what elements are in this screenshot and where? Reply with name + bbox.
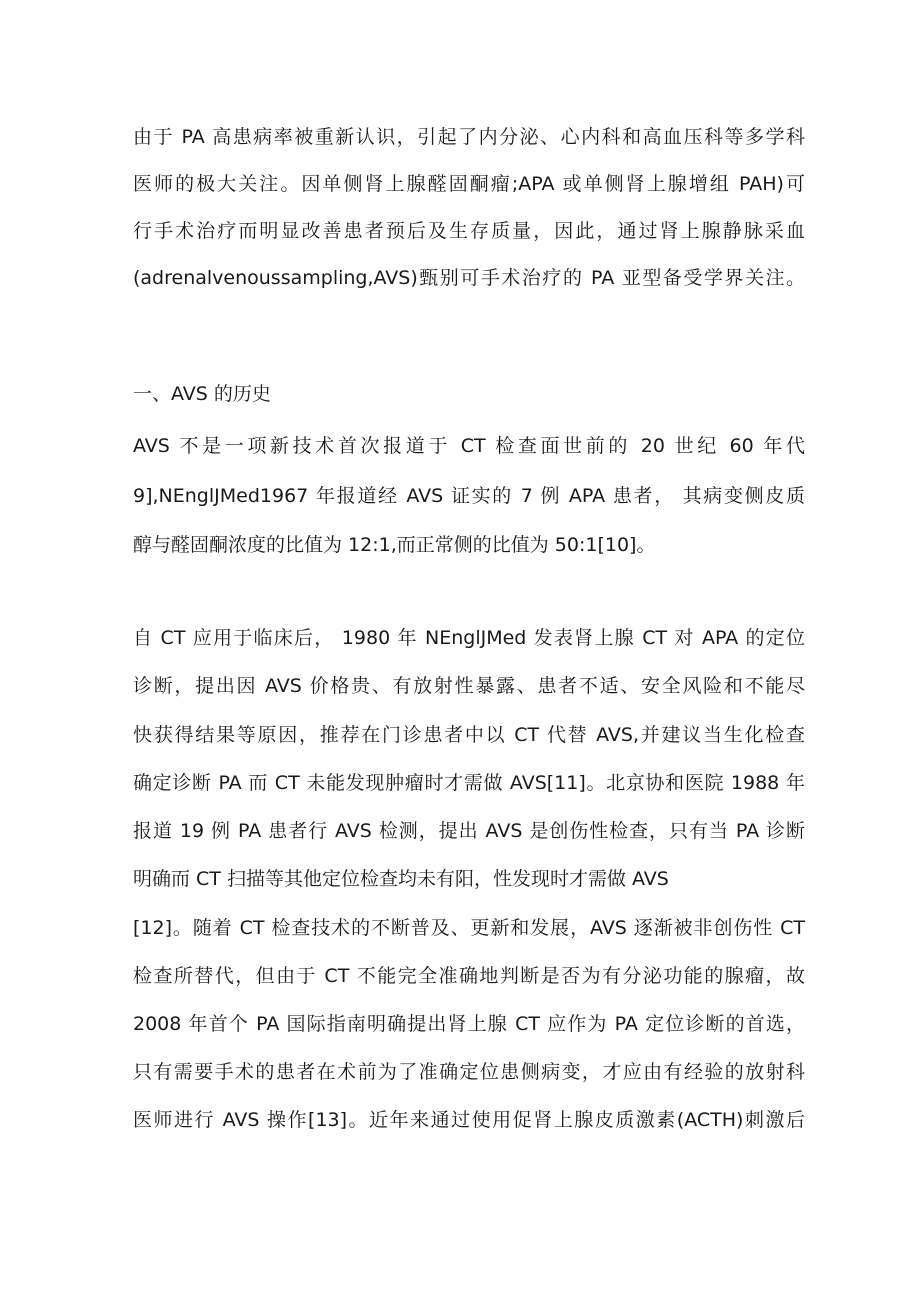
text-line: 医师的极大关注。因单侧肾上腺醛固酮瘤;APA 或单侧肾上腺增组 PAH)可: [133, 173, 805, 195]
text-line: 由于 PA 高患病率被重新认识，引起了内分泌、心内科和高血压科等多学科: [133, 126, 805, 148]
text-line: 报道 19 例 PA 患者行 AVS 检测，提出 AVS 是创伤性检查，只有当 PA 诊断: [133, 820, 805, 842]
text-line: (adrenalvenoussampling,AVS)甄别可手术治疗的 PA 亚型备受学界关注。: [133, 267, 805, 289]
text-line: 行手术治疗而明显改善患者预后及生存质量，因此，通过肾上腺静脉采血: [133, 220, 805, 242]
text-line: 醇与醛固酮浓度的比值为 12:1,而正常侧的比值为 50:1[10]。: [133, 534, 656, 556]
text-line: 9],NEnglJMed1967 年报道经 AVS 证实的 7 例 APA 患者， 其病变侧皮质: [133, 485, 805, 507]
heading-avs-history: 一、AVS 的历史: [133, 383, 271, 405]
text-line: 快获得结果等原因，推荐在门诊患者中以 CT 代替 AVS,并建议当生化检查: [133, 724, 805, 746]
text-line: 诊断，提出因 AVS 价格贵、有放射性暴露、患者不适、安全风险和不能尽: [133, 675, 805, 697]
text-line: 2008 年首个 PA 国际指南明确提出肾上腺 CT 应作为 PA 定位诊断的首选，: [133, 1013, 805, 1035]
text-line: AVS 不是一项新技术首次报道于 CT 检查面世前的 20 世纪 60 年代: [133, 435, 805, 457]
text-line: 检查所替代，但由于 CT 不能完全准确地判断是否为有分泌功能的腺瘤，故: [133, 965, 805, 987]
text-line: [12]。随着 CT 检查技术的不断普及、更新和发展，AVS 逐渐被非创伤性 CT: [133, 917, 805, 939]
text-line: 自 CT 应用于临床后， 1980 年 NEnglJMed 发表肾上腺 CT 对 APA 的定位: [133, 627, 805, 649]
text-line: 只有需要手术的患者在术前为了准确定位患侧病变，才应由有经验的放射科: [133, 1061, 805, 1083]
text-line: 明确而 CT 扫描等其他定位检查均未有阳，性发现时才需做 AVS: [133, 868, 669, 890]
text-line: 医师进行 AVS 操作[13]。近年来通过使用促肾上腺皮质激素(ACTH)刺激后: [133, 1109, 805, 1131]
text-line: 确定诊断 PA 而 CT 未能发现肿瘤时才需做 AVS[11]。北京协和医院 1988 年: [133, 772, 805, 794]
